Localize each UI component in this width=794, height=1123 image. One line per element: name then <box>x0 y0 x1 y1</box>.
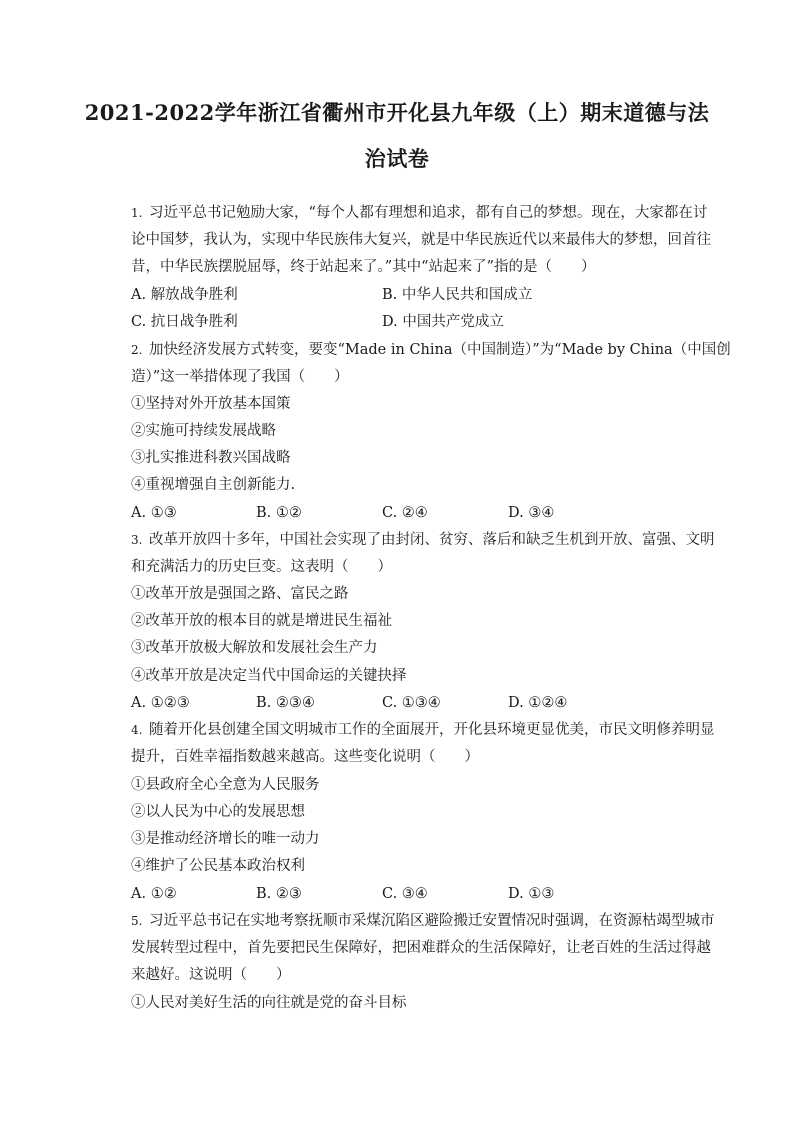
question-1-option-c: C. 抗日战争胜利 <box>131 314 238 330</box>
question-2-item: ③扎实推进科教兴国战略 <box>131 450 291 466</box>
question-1-option-b: B. 中华人民共和国成立 <box>382 287 533 303</box>
question-5-item: ①人民对美好生活的向往就是党的奋斗目标 <box>131 995 407 1011</box>
question-2-option-d: D. ③④ <box>508 505 555 521</box>
question-4-option-c: C. ③④ <box>382 886 428 902</box>
question-4-option-b: B. ②③ <box>256 886 302 902</box>
question-4-item: ①县政府全心全意为人民服务 <box>131 777 320 793</box>
question-2-item: ②实施可持续发展战略 <box>131 423 276 439</box>
question-2-option-b: B. ①② <box>256 505 302 521</box>
question-4-text-line: 提升，百姓幸福指数越来越高。这些变化说明（ ） <box>131 749 479 765</box>
question-4-item: ④维护了公民基本政治权利 <box>131 858 305 874</box>
question-1-text-line: 习近平总书记勉励大家，“每个人都有理想和追求，都有自己的梦想。现在，大家都在讨 <box>149 205 708 221</box>
question-1-text-line: 昔，中华民族摆脱屈辱，终于站起来了。”其中“站起来了”指的是（ ） <box>131 259 596 275</box>
question-4-item: ③是推动经济增长的唯一动力 <box>131 831 320 847</box>
question-1-number: 1. <box>131 206 143 220</box>
question-3-text-line: 改革开放四十多年，中国社会实现了由封闭、贫穷、落后和缺乏生机到开放、富强、文明 <box>149 532 715 548</box>
question-4-option-d: D. ①③ <box>508 886 555 902</box>
question-3-option-a: A. ①②③ <box>131 695 190 711</box>
question-4-number: 4. <box>131 723 143 737</box>
question-3-option-c: C. ①③④ <box>382 695 441 711</box>
question-3-number: 3. <box>131 533 143 547</box>
question-5-number: 5. <box>131 914 143 928</box>
question-4-item: ②以人民为中心的发展思想 <box>131 804 305 820</box>
question-5-text-line: 习近平总书记在实地考察抚顺市采煤沉陷区避险搬迁安置情况时强调，在资源枯竭型城市 <box>149 913 715 929</box>
question-1-text-line: 论中国梦，我认为，实现中华民族伟大复兴，就是中华民族近代以来最伟大的梦想，回首往 <box>131 232 711 248</box>
question-3-item: ③改革开放极大解放和发展社会生产力 <box>131 640 378 656</box>
question-3-item: ②改革开放的根本目的就是增进民生福祉 <box>131 613 392 629</box>
exam-title-line-1: 2021-2022学年浙江省衢州市开化县九年级（上）期末道德与法 <box>84 100 710 125</box>
question-4-option-a: A. ①② <box>131 886 177 902</box>
question-5-text-line: 来越好。这说明（ ） <box>131 967 291 983</box>
question-2-text-line: 造）”这一举措体现了我国（ ） <box>131 369 349 385</box>
question-2-option-a: A. ①③ <box>131 505 177 521</box>
question-2-number: 2. <box>131 343 143 357</box>
question-3-item: ④改革开放是决定当代中国命运的关键抉择 <box>131 668 407 684</box>
question-4-text-line: 随着开化县创建全国文明城市工作的全面展开，开化县环境更显优美，市民文明修养明显 <box>149 722 715 738</box>
question-1-option-a: A. 解放战争胜利 <box>131 287 238 303</box>
question-2-text-line: 加快经济发展方式转变，要变“Made in China（中国制造）”为“Made by China（中国创 <box>149 342 731 358</box>
question-3-option-d: D. ①②④ <box>508 695 568 711</box>
question-5-text-line: 发展转型过程中，首先要把民生保障好，把困难群众的生活保障好，让老百姓的生活过得越 <box>131 940 711 956</box>
question-1-option-d: D. 中国共产党成立 <box>382 314 504 330</box>
question-2-item: ④重视增强自主创新能力. <box>131 477 296 493</box>
question-2-item: ①坚持对外开放基本国策 <box>131 396 291 412</box>
question-3-item: ①改革开放是强国之路、富民之路 <box>131 586 349 602</box>
question-3-option-b: B. ②③④ <box>256 695 315 711</box>
exam-title-line-2: 治试卷 <box>364 146 430 171</box>
question-3-text-line: 和充满活力的历史巨变。这表明（ ） <box>131 559 392 575</box>
question-2-option-c: C. ②④ <box>382 505 428 521</box>
